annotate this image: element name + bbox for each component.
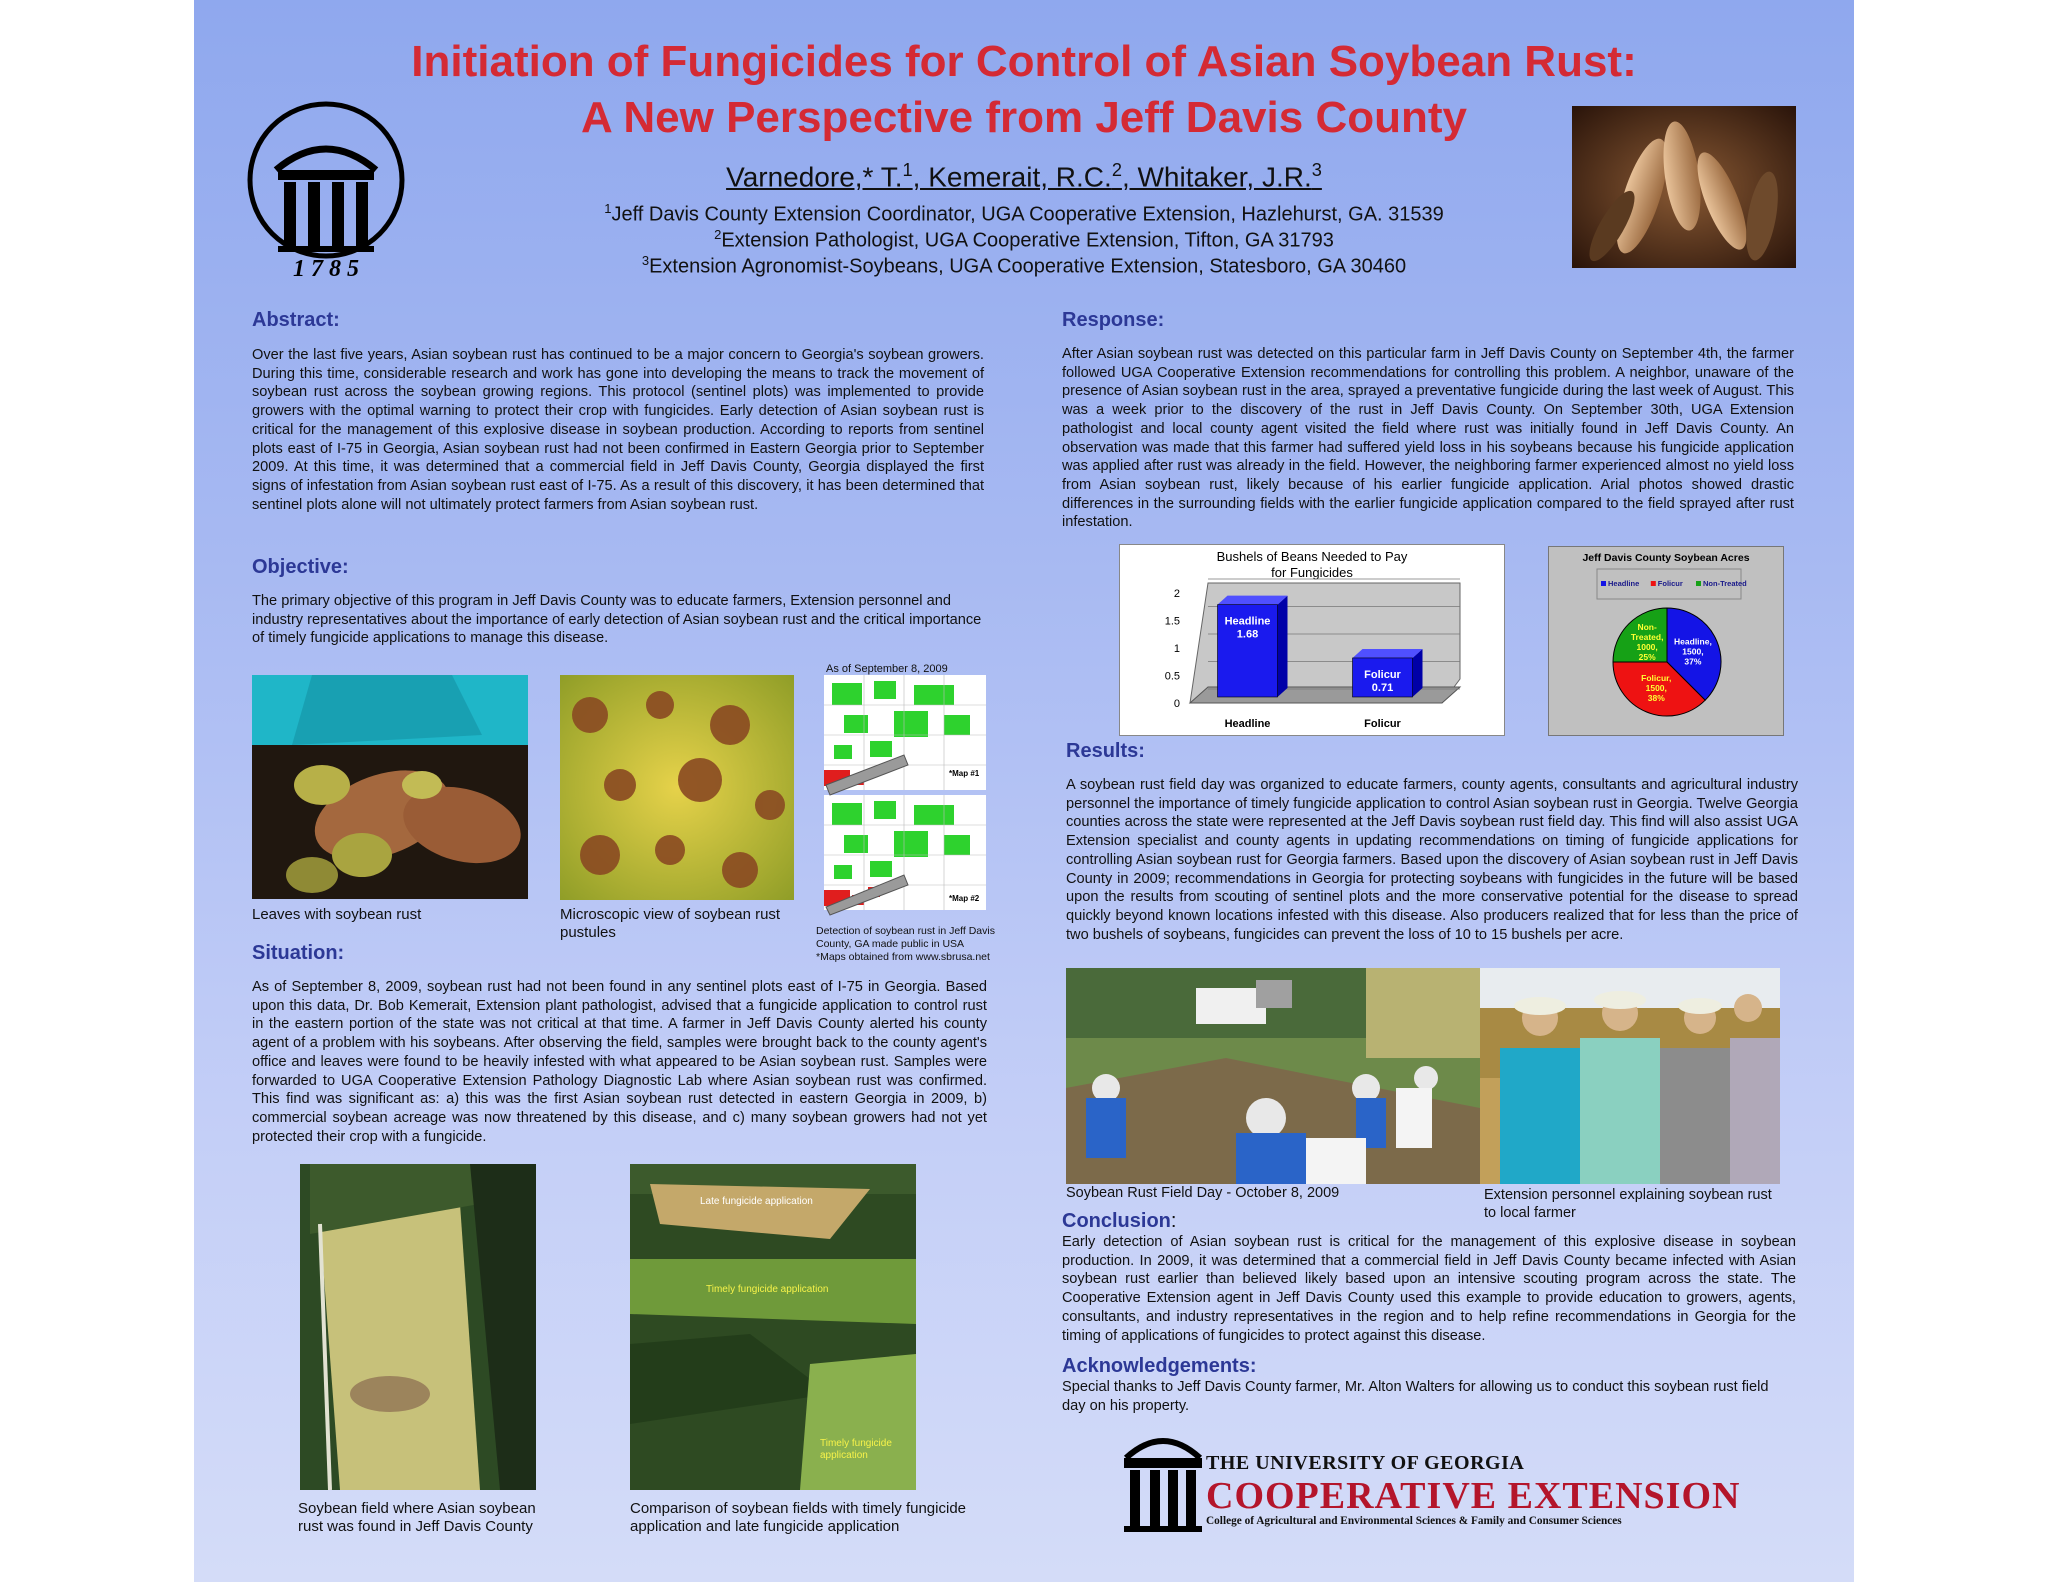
field-day-caption: Soybean Rust Field Day - October 8, 2009 (1066, 1185, 1340, 1201)
bar-data-label: 1.68 (1236, 628, 1259, 641)
fungicide-comparison-caption: Comparison of soybean fields with timely fungicide application and late fungicide application (630, 1500, 966, 1535)
leaves-caption: Leaves with soybean rust (252, 906, 422, 923)
microscopic-caption: Microscopic view of soybean rust pustules (560, 906, 781, 941)
situation-heading: Situation: (252, 942, 345, 964)
pie-legend-label: Non-Treated (1703, 579, 1747, 588)
pie-slice-label: Treated, (1630, 632, 1664, 643)
poster-title-line-2: A New Perspective from Jeff Davis County (581, 93, 1467, 142)
pie-slice-label: 1500, (1682, 646, 1704, 657)
conclusion-text: Early detection of Asian soybean rust is critical for the management of this explosive disease in soybean production. In 2009, it was determined that a commercial field in Jeff Davis County became infected with Asian soybean rust earlier than believed likely based upon an intensive scouting program across the state. The Cooperative Extension agent in Jeff Davis County used this example to provide education to growers, agents, consultants, and industry representatives in the region and to help refine recommendations in Georgia for the timing of applications of fungicides to protect against this disease. (1062, 1234, 1796, 1344)
field-day-photo (1066, 968, 1480, 1184)
author-3-sup: 3 (1311, 160, 1322, 180)
bar-chart-y-tick: 0 (1173, 698, 1180, 710)
soybean-rust-maps (824, 675, 986, 925)
abstract-text: Over the last five years, Asian soybean rust has continued to be a major concern to Georgia's soybean growers. During this time, considerable research and work has gone into developing the means to track the movement of soybean rust across the soybean growing regions. This protocol (sentinel plots) was implemented to provide growers with the optimal warning to protect their crop with fungicides. Early detection of Asian soybean rust is critical for the management of this explosive disease in soybean production. According to reports from sentinel plots east of I-75 in Georgia, Asian soybean rust had not been confirmed in Eastern Georgia prior to September 2009. At this time, it was determined that a commercial field in Jeff Davis County, Georgia displayed the first signs of infestation from Asian soybean rust east of I-75. As a result of this discovery, it has been determined that sentinel plots alone will not ultimately protect farmers from Asian soybean rust. (252, 347, 984, 513)
footer-college-names: College of Agricultural and Environmental Sciences & Family and Consumer Sciences (1206, 1515, 1622, 1527)
pie-slice-label: 1000, (1636, 642, 1658, 653)
maps-caption: Detection of soybean rust in Jeff Davis County, GA made public in USA (816, 925, 995, 950)
bar-chart-y-tick: 1.5 (1164, 615, 1180, 628)
pie-slice-label: 37% (1684, 656, 1702, 667)
author-2-sup: 2 (1111, 160, 1122, 180)
author-list (494, 160, 1554, 193)
bar-category-label: Folicur (1364, 718, 1401, 730)
maps-source: *Maps obtained from www.sbrusa.net (816, 951, 990, 963)
bar-top-headline (1218, 596, 1288, 605)
results-text: A soybean rust field day was organized to educate farmers, county agents, consultants and agricultural industry personnel the importance of timely fungicide application to control Asian soybean rust in Georgia. Twelve Georgia counties across the state were represented at the Jeff Davis soybean rust field day. This find will also assist UGA Extension specialist and county agents in updating recommendations on timing of fungicide applications for controlling Asian soybean rust for Georgia farmers. Based upon the discovery of Asian soybean rust in Jeff Davis County in 2009; recommendations in Georgia for protecting soybeans with fungicides in the future will be based upon the results from scouting of sentinel plots and the more conservative potential for the disease to spread quickly beyond known locations infested with this disease. Also producers realized that for less than the price of two bushels of soybeans, fungicides can prevent the loss of 10 to 15 bushels per acre. (1066, 777, 1798, 943)
pie-slice-label: 25% (1638, 652, 1656, 663)
pie-chart (1549, 547, 1783, 735)
aerial-field-photo (300, 1164, 536, 1490)
bar-data-label: Headline (1224, 615, 1271, 628)
acknowledgements-text: Special thanks to Jeff Davis County farmer, Mr. Alton Walters for allowing us to conduct this soybean rust field day on his property. (1062, 1379, 1769, 1414)
bar-chart (1120, 545, 1504, 735)
bar-data-label: 0.71 (1371, 681, 1394, 694)
pie-chart-panel (1548, 546, 1784, 736)
timely-fungicide-label-2: Timely fungicide application (820, 1438, 892, 1461)
logo-year: 1 7 8 5 (293, 256, 359, 280)
affiliation-1: $^1$Jeff Davis County Extension Coordinator, UGA Cooperative Extension, Hazlehurst, GA. 31539 (604, 201, 1444, 226)
aerial-field-caption: Soybean field where Asian soybean rust was found in Jeff Davis County (298, 1500, 536, 1535)
results-heading: Results: (1066, 740, 1145, 762)
bar-category-label: Headline (1224, 718, 1271, 730)
pie-slice-label: 38% (1647, 692, 1665, 703)
uga-arch-logo (246, 100, 406, 280)
abstract-heading: Abstract: (252, 309, 340, 331)
pie-legend-label: Headline (1608, 579, 1640, 588)
pie-slice-label: 1500, (1645, 682, 1667, 693)
affiliation-2: $^2$Extension Pathologist, UGA Cooperative Extension, Tifton, GA 31793 (714, 227, 1334, 252)
late-fungicide-label: Late fungicide application (700, 1196, 813, 1207)
pie-legend-swatch (1651, 581, 1656, 586)
pie-slice-label: Folicur, (1641, 672, 1672, 683)
pie-chart-title: Jeff Davis County Soybean Acres (1582, 552, 1750, 564)
footer-university-name: THE UNIVERSITY OF GEORGIA (1206, 1452, 1525, 1474)
pie-slice-label: Non- (1637, 622, 1657, 633)
poster (194, 0, 1854, 1582)
bar-chart-title: Bushels of Beans Needed to Pay for Fungicides (1216, 549, 1408, 580)
extension-personnel-caption: Extension personnel explaining soybean rust to local farmer (1484, 1187, 1772, 1221)
poster-title-line-1: Initiation of Fungicides for Control of Asian Soybean Rust: (411, 37, 1637, 86)
fungicide-comparison-photo (630, 1164, 916, 1490)
conclusion-heading: Conclusion: (1062, 1210, 1177, 1232)
footer-cooperative-extension: COOPERATIVE EXTENSION (1206, 1475, 1741, 1517)
soybean-pods-photo (1572, 106, 1796, 268)
bar-chart-y-tick: 1 (1173, 643, 1180, 655)
bar-chart-y-tick: 0.5 (1164, 670, 1180, 683)
objective-text: The primary objective of this program in Jeff Davis County was to educate farmers, Extension personnel and industry representatives about the importance of early detection of Asian soybean rust and the critical importance of timely fungicide applications to manage this disease. (252, 593, 982, 647)
bar-top-folicur (1353, 649, 1423, 658)
timely-fungicide-label-1: Timely fungicide application (706, 1284, 829, 1295)
leaves-with-rust-photo (252, 675, 528, 899)
bar-chart-y-tick: 2 (1173, 588, 1180, 600)
author-1-sup: 1 (902, 160, 913, 180)
pie-slice-label: Headline, (1674, 636, 1712, 647)
author-1: Varnedore,* T. (726, 161, 903, 193)
pie-legend-label: Folicur (1657, 579, 1683, 588)
response-heading: Response: (1062, 309, 1165, 331)
map-1-label: *Map #1 (949, 769, 980, 778)
acknowledgements-heading: Acknowledgements: (1062, 1355, 1257, 1377)
bar-data-label: Folicur (1364, 668, 1401, 681)
objective-heading: Objective: (252, 556, 349, 578)
response-text: After Asian soybean rust was detected on this particular farm in Jeff Davis County on September 4th, the farmer followed UGA Cooperative Extension recommendations for controlling this problem. A neighbor, unaware of the presence of Asian soybean rust in the area, sprayed a preventative fungicide during the last week of August. This was a week prior to the discovery of the rust in Jeff Davis County. On September 30th, UGA Extension pathologist and local county agent visited the field where rust was initially found in Jeff Davis County. An observation was made that this farmer had suffered yield loss in his soybeans because his fungicide application was applied after rust was already in the field. However, the neighboring farmer experienced almost no yield loss from Asian soybean rust, likely because of his earlier fungicide application. Arial photos showed drastic differences in the surrounding fields with the earlier fungicide application compared to the field sprayed after rust infestation. (1062, 346, 1794, 531)
bar-chart-panel (1119, 544, 1505, 736)
situation-text: As of September 8, 2009, soybean rust had not been found in any sentinel plots east of I-75 in Georgia. Based upon this data, Dr. Bob Kemerait, Extension plant pathologist, advised that a fungicide application to control rust in the eastern portion of the state was not critical at that time. A farmer in Jeff Davis County alerted his county agent of a problem with his soybeans. After observing the field, samples were brought back to the county agent's office and leaves were found to be heavily infested with what appeared to be Asian soybean rust. Samples were forwarded to UGA Cooperative Extension Pathology Diagnostic Lab where Asian soybean rust was confirmed. This find was significant as: a) this was the first Asian soybean rust detected in eastern Georgia in 2009, b) commercial soybean acreage was now threatened by this disease, and c) many soybean growers had not yet protected their crop with a fungicide. (252, 979, 987, 1145)
author-2: , Kemerait, R.C. (912, 161, 1112, 193)
author-3: , Whitaker, J.R. (1121, 161, 1312, 193)
uga-extension-arch-icon (1118, 1428, 1208, 1536)
maps-date-label: As of September 8, 2009 (826, 663, 948, 675)
pie-legend-swatch (1601, 581, 1606, 586)
map-2-label: *Map #2 (949, 894, 980, 903)
pie-legend-swatch (1696, 581, 1701, 586)
microscopic-rust-photo (560, 675, 794, 900)
affiliation-3: $^3$Extension Agronomist-Soybeans, UGA Cooperative Extension, Statesboro, GA 30460 (641, 253, 1407, 278)
bar-side-headline (1278, 596, 1288, 697)
extension-personnel-photo (1480, 968, 1780, 1184)
